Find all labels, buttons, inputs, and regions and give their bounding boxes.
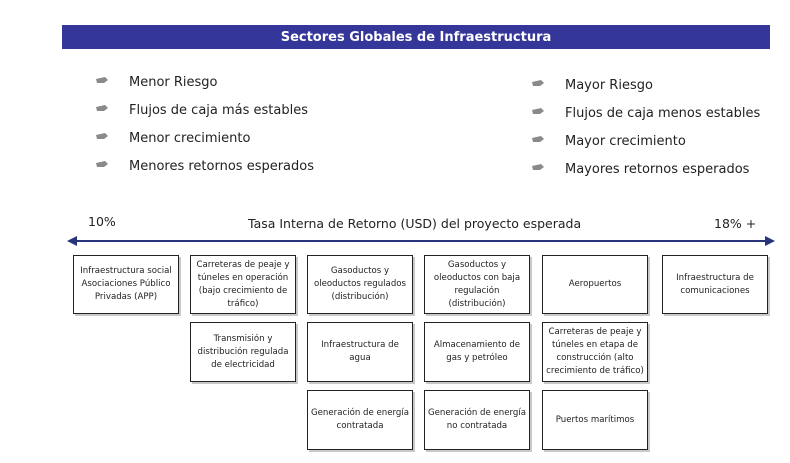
list-item [95, 131, 314, 159]
scale-low-label: 10% [88, 214, 116, 229]
sector-box: Aeropuertos [542, 255, 648, 314]
bullet-text: Flujos de caja menos estables [565, 106, 761, 121]
scale-high-label: 18% + [714, 216, 757, 231]
sector-box: Infraestructura social Asociaciones Público Privadas (APP) [73, 255, 179, 314]
pointer-bullet-icon [95, 76, 109, 86]
sector-box: Transmisión y distribución regulada de electricidad [190, 322, 296, 382]
right-bullet-list [531, 78, 760, 190]
sector-box: Almacenamiento de gas y petróleo [424, 322, 530, 382]
bullet-text: Flujos de caja más estables [129, 103, 309, 118]
sector-box: Generación de energía contratada [307, 390, 413, 450]
pointer-bullet-icon [531, 79, 545, 89]
scale-axis-label: Tasa Interna de Retorno (USD) del proyecto esperada [248, 216, 582, 231]
list-item [531, 78, 760, 106]
list-item [95, 75, 314, 103]
sector-box: Generación de energía no contratada [424, 390, 530, 450]
list-item [531, 106, 760, 134]
pointer-bullet-icon [531, 107, 545, 117]
bullet-text: Menores retornos esperados [129, 159, 315, 174]
bullet-text: Mayor Riesgo [565, 78, 653, 93]
left-bullet-list [95, 75, 314, 187]
list-item [95, 103, 314, 131]
sector-box: Gasoductos y oleoductos regulados (distribución) [307, 255, 413, 314]
bullet-text: Mayores retornos esperados [565, 162, 750, 177]
sector-box: Carreteras de peaje y túneles en operación (bajo crecimiento de tráfico) [190, 255, 296, 314]
sector-box: Carreteras de peaje y túneles en etapa de construcción (alto crecimiento de tráfico) [542, 322, 648, 382]
sector-box: Gasoductos y oleoductos con baja regulación (distribución) [424, 255, 530, 314]
title-banner: Sectores Globales de Infraestructura [62, 25, 770, 49]
bullet-text: Mayor crecimiento [565, 134, 686, 149]
list-item [531, 162, 760, 190]
list-item [95, 159, 314, 187]
double-arrow [67, 234, 775, 248]
sector-box: Infraestructura de agua [307, 322, 413, 382]
list-item [531, 134, 760, 162]
bullet-text: Menor crecimiento [129, 131, 251, 146]
pointer-bullet-icon [531, 163, 545, 173]
pointer-bullet-icon [95, 160, 109, 170]
pointer-bullet-icon [531, 135, 545, 145]
pointer-bullet-icon [95, 132, 109, 142]
sector-box: Infraestructura de comunicaciones [662, 255, 768, 314]
bullet-text: Menor Riesgo [129, 75, 218, 90]
sector-box: Puertos marítimos [542, 390, 648, 450]
pointer-bullet-icon [95, 104, 109, 114]
